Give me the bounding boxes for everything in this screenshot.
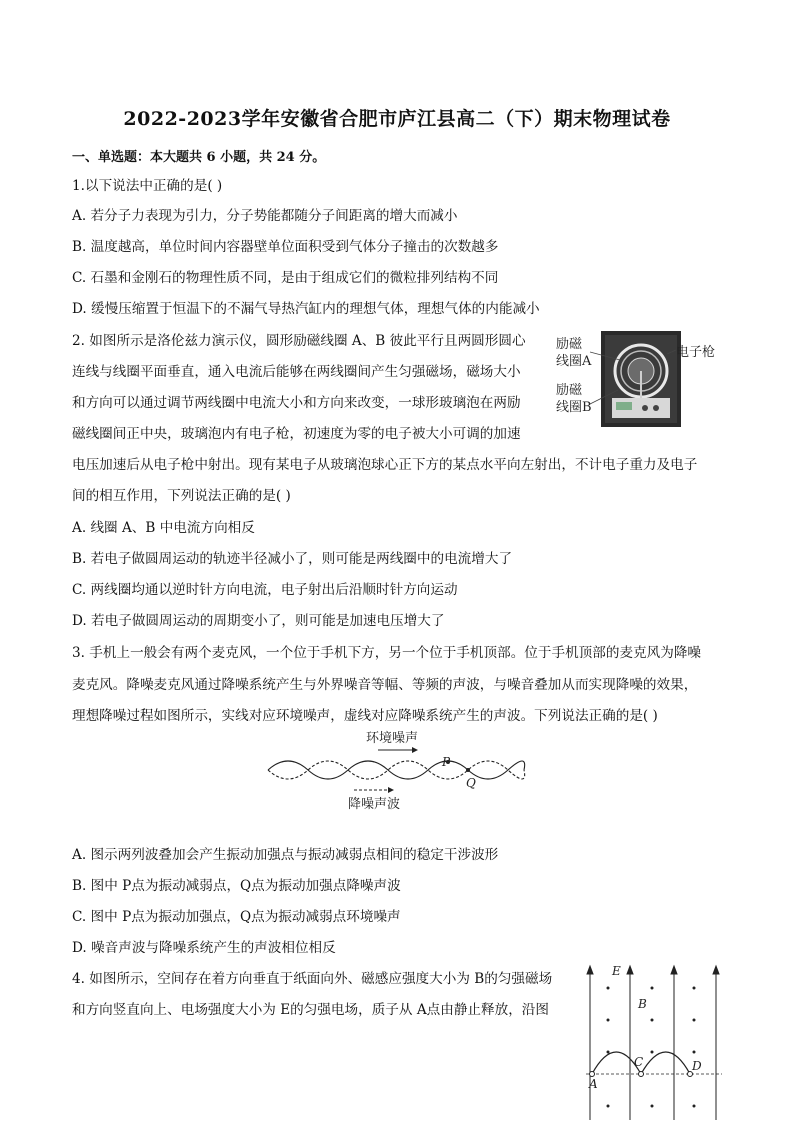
lorentz-demonstrator-figure: [552, 330, 732, 430]
q1-option-b: B. 温度越高，单位时间内容器壁单位面积受到气体分子撞击的次数越多: [72, 239, 499, 255]
q2-stem-line3: 和方向可以通过调节两线圈中电流大小和方向来改变，一球形玻璃泡在两励: [72, 395, 521, 411]
q4-stem-line2: 和方向竖直向上、电场强度大小为 E的匀强电场，质子从 A点由静止释放，沿图: [72, 1002, 549, 1018]
section-heading: 一、单选题：本大题共 6 小题，共 24 分。: [72, 150, 326, 165]
q3-stem-line1: 3. 手机上一般会有两个麦克风，一个位于手机下方，另一个位于手机顶部。位于手机顶部的麦克风为降噪: [72, 645, 702, 661]
exam-title: 2022-2023学年安徽省合肥市庐江县高二（下）期末物理试卷: [123, 108, 671, 130]
q3-option-a: A. 图示两列波叠加会产生振动加强点与振动减弱点相间的稳定干涉波形: [72, 847, 499, 863]
label-anti-noise: 降噪声波: [348, 797, 401, 812]
q3-stem-line3: 理想降噪过程如图所示，实线对应环境噪声，虚线对应降噪系统产生的声波。下列说法正确的是( ): [72, 708, 658, 724]
q1-stem: 1.以下说法中正确的是( ): [72, 178, 223, 194]
label-d: D: [692, 1059, 702, 1073]
point-q: [466, 768, 470, 772]
q2-stem-line5: 电压加速后从电子枪中射出。现有某电子从玻璃泡球心正下方的某点水平向左射出，不计电子重力及电子: [72, 457, 698, 473]
label-coil-a-1: 励磁: [556, 337, 583, 352]
q2-option-b: B. 若电子做圆周运动的轨迹半径减小了，则可能是两线圈中的电流增大了: [72, 551, 513, 567]
label-p: P: [442, 755, 451, 769]
point-a: [590, 1072, 595, 1077]
point-c: [639, 1072, 644, 1077]
q2-stem-line6: 间的相互作用，下列说法正确的是( ): [72, 488, 291, 504]
label-coil-a-2: 线圈A: [556, 354, 592, 369]
q1-option-a: A. 若分子力表现为引力，分子势能都随分子间距离的增大而减小: [72, 208, 458, 224]
label-b: B: [638, 997, 647, 1011]
label-coil-b-2: 线圈B: [556, 400, 592, 415]
label-c: C: [634, 1055, 644, 1069]
label-ambient-noise: 环境噪声: [366, 731, 419, 746]
q4-stem-line1: 4. 如图所示，空间存在着方向垂直于纸面向外、磁感应强度大小为 B的匀强磁场: [72, 971, 553, 987]
label-q: Q: [466, 776, 476, 790]
field-trajectory-figure: [578, 962, 728, 1122]
q2-option-a: A. 线圈 A、B 中电流方向相反: [72, 520, 255, 536]
q3-option-d: D. 噪音声波与降噪系统产生的声波相位相反: [72, 940, 336, 956]
label-electron-gun: 电子枪: [676, 345, 716, 360]
q2-option-d: D. 若电子做圆周运动的周期变小了，则可能是加速电压增大了: [72, 613, 445, 629]
label-e: E: [612, 964, 621, 978]
magnetic-field-dots: [607, 987, 696, 1108]
ambient-noise-wave: [268, 761, 525, 779]
q3-option-b: B. 图中 P点为振动减弱点，Q点为振动加强点降噪声波: [72, 878, 401, 894]
anti-noise-arrow: [388, 787, 394, 793]
q2-stem-line1: 2. 如图所示是洛伦兹力演示仪，圆形励磁线圈 A、B 彼此平行且两圆形圆心: [72, 333, 526, 349]
q2-option-c: C. 两线圈均通以逆时针方向电流，电子射出后沿顺时针方向运动: [72, 582, 458, 598]
label-coil-b-1: 励磁: [556, 383, 583, 398]
q2-stem-line2: 连线与线圈平面垂直，通入电流后能够在两线圈间产生匀强磁场，磁场大小: [72, 364, 521, 380]
label-a: A: [589, 1077, 598, 1091]
ambient-arrow: [412, 747, 418, 753]
q2-stem-line4: 磁线圈间正中央，玻璃泡内有电子枪，初速度为零的电子被大小可调的加速: [72, 426, 521, 442]
q3-option-c: C. 图中 P点为振动加强点，Q点为振动减弱点环境噪声: [72, 909, 401, 925]
q1-option-d: D. 缓慢压缩置于恒温下的不漏气导热汽缸内的理想气体，理想气体的内能减小: [72, 301, 540, 317]
q1-option-c: C. 石墨和金刚石的物理性质不同，是由于组成它们的微粒排列结构不同: [72, 270, 499, 286]
q3-stem-line2: 麦克风。降噪麦克风通过降噪系统产生与外界噪音等幅、等频的声波，与噪音叠加从而实现降噪的效果，: [72, 677, 698, 693]
noise-cancel-wave-figure: [262, 728, 532, 814]
